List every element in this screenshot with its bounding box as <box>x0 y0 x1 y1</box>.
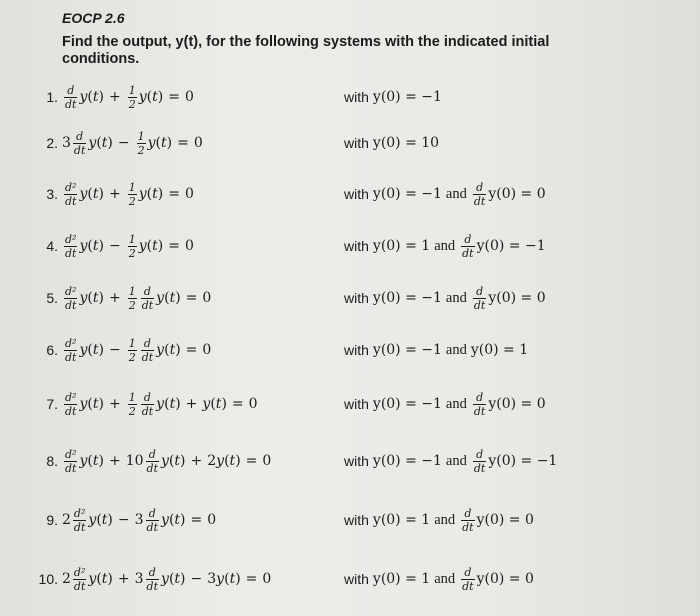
problem-10 <box>38 550 660 608</box>
and-label: and <box>445 452 467 469</box>
condition-1: y(0) = 1 <box>372 571 431 587</box>
problem-number: 5. <box>46 290 58 306</box>
problem-number: 6. <box>46 342 58 358</box>
initial-conditions: with y(0) = −1 and $\frac{d}{dt}$ y(0) = 0 <box>344 284 546 312</box>
with-label: with <box>344 135 369 151</box>
condition-2: y(0) = −1 <box>488 453 558 469</box>
condition-1: y(0) = −1 <box>372 396 442 412</box>
condition-1: y(0) = −1 <box>372 342 442 358</box>
equation: 3 $\frac{d}{dt}$ y ( t ) − $\frac{1}{2}$ y ( t ) = 0 <box>62 129 203 157</box>
exercise-heading: EOCP 2.6 <box>62 10 125 26</box>
equation: 2 $\frac{\text{d²}}{dt}$ y ( t ) − 3 $\frac{d}{dt}$ y ( t ) = 0 <box>62 506 217 534</box>
problem-number: 1. <box>46 89 58 105</box>
with-label: with <box>344 396 369 412</box>
and-label: and <box>434 237 456 254</box>
problem-9 <box>46 490 660 550</box>
initial-conditions: with y(0) = 1 and $\frac{d}{dt}$ y(0) = 0 <box>344 506 534 534</box>
with-label: with <box>344 290 369 306</box>
problem-number: 8. <box>46 453 58 469</box>
initial-conditions <box>344 342 528 359</box>
problem-4 <box>46 220 660 272</box>
initial-conditions <box>344 135 439 151</box>
equation: $\frac{\text{d²}}{dt}$ y ( t ) + $\frac{1}{2}$ y ( t ) = 0 <box>65 180 194 208</box>
and-label: and <box>434 511 456 528</box>
condition-2: y(0) = −1 <box>476 238 546 254</box>
initial-conditions: with y(0) = −1 and $\frac{d}{dt}$ y(0) = 0 <box>344 390 546 418</box>
equation: $\frac{\text{d²}}{dt}$ y ( t ) − $\frac{1}{2}$ y ( t ) = 0 <box>65 232 194 260</box>
and-label: and <box>445 395 467 412</box>
and-label: and <box>445 185 467 202</box>
problem-5 <box>46 272 660 324</box>
condition-1: y(0) = −1 <box>372 290 442 306</box>
condition-2: y(0) = 1 <box>470 342 529 358</box>
equation: $\frac{\text{d²}}{dt}$ y ( t ) + $\frac{1}{2}$ $\frac{d}{dt}$ y ( t ) = 0 <box>65 284 212 312</box>
condition-2: y(0) = 0 <box>476 571 534 587</box>
problem-2 <box>46 118 660 168</box>
condition-1: y(0) = 10 <box>372 135 440 151</box>
condition-2: y(0) = 0 <box>476 512 534 528</box>
initial-conditions: with y(0) = −1 and $\frac{d}{dt}$ y(0) = 0 <box>344 180 546 208</box>
initial-conditions: with y(0) = −1 and $\frac{d}{dt}$ y(0) = −1 <box>344 447 558 475</box>
initial-conditions: with y(0) = 1 and $\frac{d}{dt}$ y(0) = −1 <box>344 232 546 260</box>
initial-conditions: with y(0) = 1 and $\frac{d}{dt}$ y(0) = 0 <box>344 565 534 593</box>
condition-1: y(0) = −1 <box>372 453 442 469</box>
with-label: with <box>344 512 369 528</box>
problem-number: 4. <box>46 238 58 254</box>
condition-1: y(0) = 1 <box>372 512 431 528</box>
condition-2: y(0) = 0 <box>488 186 546 202</box>
condition-1: y(0) = −1 <box>372 89 442 105</box>
with-label: with <box>344 453 369 469</box>
problem-number: 7. <box>46 396 58 412</box>
with-label: with <box>344 89 369 105</box>
problem-number: 2. <box>46 135 58 151</box>
condition-1: y(0) = −1 <box>372 186 442 202</box>
with-label: with <box>344 571 369 587</box>
condition-2: y(0) = 0 <box>488 396 546 412</box>
equation: $\frac{\text{d²}}{dt}$ y ( t ) + $\frac{1}{2}$ $\frac{d}{dt}$ y ( t ) + y ( t ) = 0 <box>65 390 258 418</box>
condition-1: y(0) = 1 <box>372 238 431 254</box>
equation: $\frac{d}{dt}$ y ( t ) + $\frac{1}{2}$ y ( t ) = 0 <box>65 83 194 111</box>
problem-8 <box>46 432 660 490</box>
problem-6 <box>46 324 660 376</box>
problem-7 <box>46 376 660 432</box>
equation: $\frac{\text{d²}}{dt}$ y ( t ) + 10 $\frac{d}{dt}$ y ( t ) + 2 y ( t ) = 0 <box>65 447 272 475</box>
problem-3 <box>46 168 660 220</box>
and-label: and <box>434 570 456 587</box>
instruction-text: Find the output, y(t), for the following systems with the indicated initial conditions. <box>62 34 550 67</box>
problem-number: 10. <box>38 571 58 587</box>
with-label: with <box>344 186 369 202</box>
problem-list <box>38 76 660 608</box>
and-label: and <box>445 341 467 358</box>
problem-1 <box>46 76 660 118</box>
with-label: with <box>344 238 369 254</box>
initial-conditions <box>344 89 442 105</box>
condition-2: y(0) = 0 <box>488 290 546 306</box>
problem-number: 9. <box>46 512 58 528</box>
equation: 2 $\frac{\text{d²}}{dt}$ y ( t ) + 3 $\frac{d}{dt}$ y ( t ) − 3 y ( t ) = 0 <box>62 565 272 593</box>
and-label: and <box>445 289 467 306</box>
equation: $\frac{\text{d²}}{dt}$ y ( t ) − $\frac{1}{2}$ $\frac{d}{dt}$ y ( t ) = 0 <box>65 336 212 364</box>
problem-number: 3. <box>46 186 58 202</box>
with-label: with <box>344 342 369 358</box>
